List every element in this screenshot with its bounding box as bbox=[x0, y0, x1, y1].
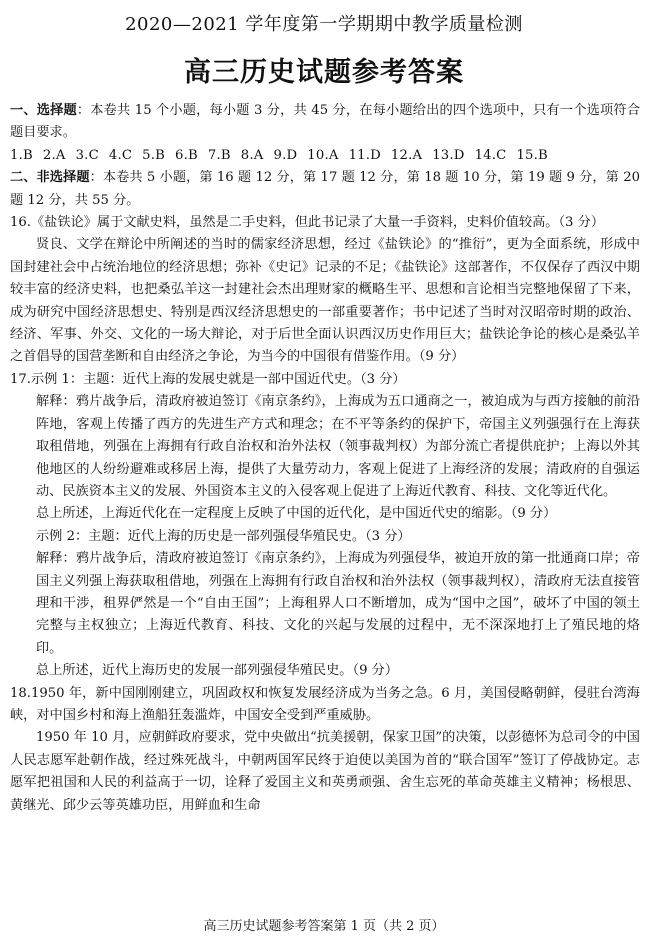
choice-answer: 12.A bbox=[390, 147, 423, 163]
answer-content bbox=[10, 100, 640, 817]
choice-answer: 3.C bbox=[75, 147, 99, 163]
choice-answer: 9.D bbox=[273, 147, 298, 163]
page-footer: 高三历史试题参考答案第 1 页（共 2 页） bbox=[203, 919, 445, 934]
q17-example1-title: 17.示例 1：主题：近代上海的发展史就是一部中国近代史。（3 分） bbox=[10, 371, 406, 387]
choice-answer: 1.B bbox=[10, 147, 33, 163]
choice-answer: 10.A bbox=[307, 147, 339, 163]
section1-label: 一、选择题 bbox=[10, 103, 77, 118]
page-title: 高三历史试题参考答案 bbox=[184, 57, 464, 88]
q16-paragraph: 贤良、文学在辩论中所阐述的当时的儒家经济思想，经过《盐铁论》的“推衍”，更为全面系统，形成中国封建社会中占统治地位的经济思想；弥补《史记》记录的不足；《盐铁论》这部著作，不仅保存了西汉中期较丰富的经济史料，也把桑弘羊这一封建社会杰出理财家的概略生平、思想和言论相当完整地保留了下来，成为研究中国经济思想史、特别是西汉经济思想史的一部重要著作；书中记述了当时对汉昭帝时期的政治、经济、军事、外交、文化的一场大辩论，对于后世全面认识西汉历史作用巨大；盐铁论争论的核心是桑弘羊之首倡导的国营垄断和自由经济之争论，为当今的中国很有借鉴作用。（9 分） bbox=[10, 237, 640, 365]
q17-example2-explanation: 解释：鸦片战争后，清政府被迫签订《南京条约》，上海成为列强侵华，被迫开放的第一批通商口岸；帝国主义列强上海获取租借地，列强在上海拥有行政自治权和治外法权（领事裁判权），清政府无法直接管理和干涉，租界俨然是一个“自由王国”；上海租界人口不断增加，成为“国中之国”，破坏了中国的领土完整与主权独立；上海近代教育、科技、文化的兴起与发展的过程中，无不深深地打上了殖民地的烙印。 bbox=[36, 551, 640, 656]
choice-answer-list bbox=[10, 145, 640, 167]
section2-label: 二、非选择题 bbox=[10, 170, 90, 186]
q18-intro: 18.1950 年，新中国刚刚建立，巩固政权和恢复发展经济成为当务之急。6 月，美国侵略朝鲜，侵驻台湾海峡，对中国乡村和海上渔船狂轰滥炸，中国安全受到严重威胁。 bbox=[10, 685, 640, 723]
exam-title: 2020—2021 学年度第一学期期中教学质量检测 bbox=[125, 14, 523, 35]
choice-answer: 4.C bbox=[108, 147, 133, 163]
q18-paragraph: 1950 年 10 月，应朝鲜政府要求，党中央做出“抗美援朝，保家卫国”的决策，以彭德怀为总司令的中国人民志愿军赴朝作战，经过殊死战斗，中朝两国军民终于迫使以美国为首的“联合国军”签订了停战协定。志愿军把祖国和人民的利益高于一切，诠释了爱国主义和英勇顽强、舍生忘死的革命英雄主义精神；杨根思、黄继光、邱少云等英雄功臣，用鲜血和生命 bbox=[10, 730, 640, 813]
section1-instruction: 一、选择题：本卷共 15 个小题，每小题 3 分，共 45 分，在每小题给出的四个选项中，只有一个选项符合题目要求。 bbox=[10, 103, 640, 141]
q17-example1-explanation: 解释：鸦片战争后，清政府被迫签订《南京条约》，上海成为五口通商之一，被迫成为与西方接触的前沿阵地，客观上传播了西方的先进生产方式和理念；在不平等条约的保护下，帝国主义列强强行在上海获取租借地，列强在上海拥有行政自治权和治外法权（领事裁判权）为部分流亡者提供庇护；上海以外其他地区的人纷纷避难或移居上海，提供了大量劳动力，客观上促进了上海经济的发展；清政府的自强运动、民族资本主义的发展、外国资本主义的入侵客观上促进了上海近代教育、科技、文化等近代化。 bbox=[36, 394, 640, 499]
choice-answer: 14.C bbox=[474, 147, 507, 163]
choice-answer: 2.A bbox=[42, 147, 66, 163]
choice-answer: 5.B bbox=[142, 147, 166, 163]
q17-example2-summary: 总上所述，近代上海历史的发展一部列强侵华殖民史。（9 分） bbox=[36, 663, 399, 679]
q17-example1-summary: 总上所述，上海近代化在一定程度上反映了中国的近代化，是中国近代史的缩影。（9 分） bbox=[36, 506, 557, 522]
section2-instruction: 二、非选择题：本卷共 5 小题，第 16 题 12 分，第 17 题 12 分，第 18 题 10 分，第 19 题 9 分，第 20 题 12 分，共 55 分。 bbox=[10, 170, 640, 208]
choice-answer: 6.B bbox=[175, 147, 198, 163]
choice-answer: 11.D bbox=[348, 147, 381, 163]
choice-answer: 13.D bbox=[432, 147, 465, 163]
choice-answer: 7.B bbox=[207, 147, 231, 163]
q16-intro: 16.《盐铁论》属于文献史料，虽然是二手史料，但此书记录了大量一手资料，史料价值较高。（3 分） bbox=[10, 215, 605, 231]
choice-answer: 8.A bbox=[240, 147, 264, 163]
choice-answer: 15.B bbox=[516, 147, 548, 163]
q17-example2-title: 示例 2：主题：近代上海的历史是一部列强侵华殖民史。（3 分） bbox=[36, 528, 411, 544]
